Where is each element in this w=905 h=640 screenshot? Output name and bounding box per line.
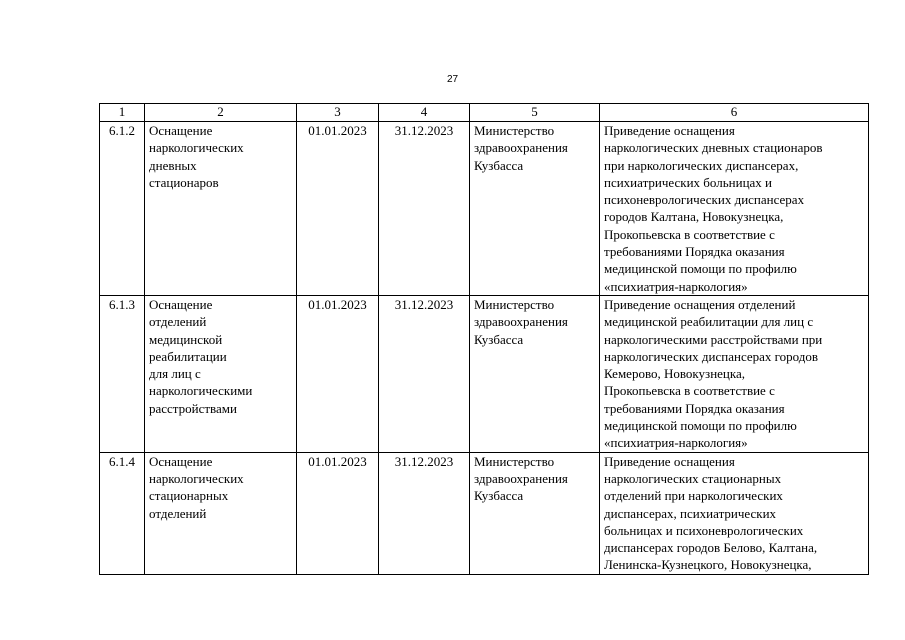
column-header: 5: [470, 104, 600, 122]
plan-table: [99, 103, 869, 575]
column-header: 2: [145, 104, 297, 122]
executor: Министерство здравоохранения Кузбасса: [470, 122, 600, 296]
item-name: Оснащение отделений медицинской реабилитации для лиц с наркологическими расстройствами: [145, 295, 297, 452]
item-name: Оснащение наркологических стационарных отделений: [145, 452, 297, 574]
table-row: [100, 452, 869, 574]
item-number: 6.1.4: [100, 452, 145, 574]
item-number: 6.1.3: [100, 295, 145, 452]
executor: Министерство здравоохранения Кузбасса: [470, 295, 600, 452]
table-row: [100, 295, 869, 452]
end-date: 31.12.2023: [379, 122, 470, 296]
end-date: 31.12.2023: [379, 295, 470, 452]
expected-result: Приведение оснащения наркологических стационарных отделений при наркологических диспансерах, психиатрических больницах и психоневрологических диспансерах городов Белово, Калтана, Ленинска-Кузнецкого, Новокузнецка,: [600, 452, 869, 574]
column-header: 4: [379, 104, 470, 122]
end-date: 31.12.2023: [379, 452, 470, 574]
item-number: 6.1.2: [100, 122, 145, 296]
table-row: [100, 122, 869, 296]
start-date: 01.01.2023: [297, 295, 379, 452]
page-number: 27: [446, 74, 459, 85]
start-date: 01.01.2023: [297, 452, 379, 574]
item-name: Оснащение наркологических дневных стационаров: [145, 122, 297, 296]
start-date: 01.01.2023: [297, 122, 379, 296]
column-header: 3: [297, 104, 379, 122]
column-header: 6: [600, 104, 869, 122]
executor: Министерство здравоохранения Кузбасса: [470, 452, 600, 574]
expected-result: Приведение оснащения наркологических дневных стационаров при наркологических диспансерах, психиатрических больницах и психоневрологических диспансерах городов Калтана, Новокузнецка, Прокопьевска в соответствие с требованиями Порядка оказания медицинской помощи по профилю «психиатрия-наркология»: [600, 122, 869, 296]
expected-result: Приведение оснащения отделений медицинской реабилитации для лиц с наркологическими расстройствами при наркологических диспансерах городов Кемерово, Новокузнецка, Прокопьевска в соответствие с требованиями Порядка оказания медицинской помощи по профилю «психиатрия-наркология»: [600, 295, 869, 452]
table-header-row: [100, 104, 869, 122]
column-header: 1: [100, 104, 145, 122]
